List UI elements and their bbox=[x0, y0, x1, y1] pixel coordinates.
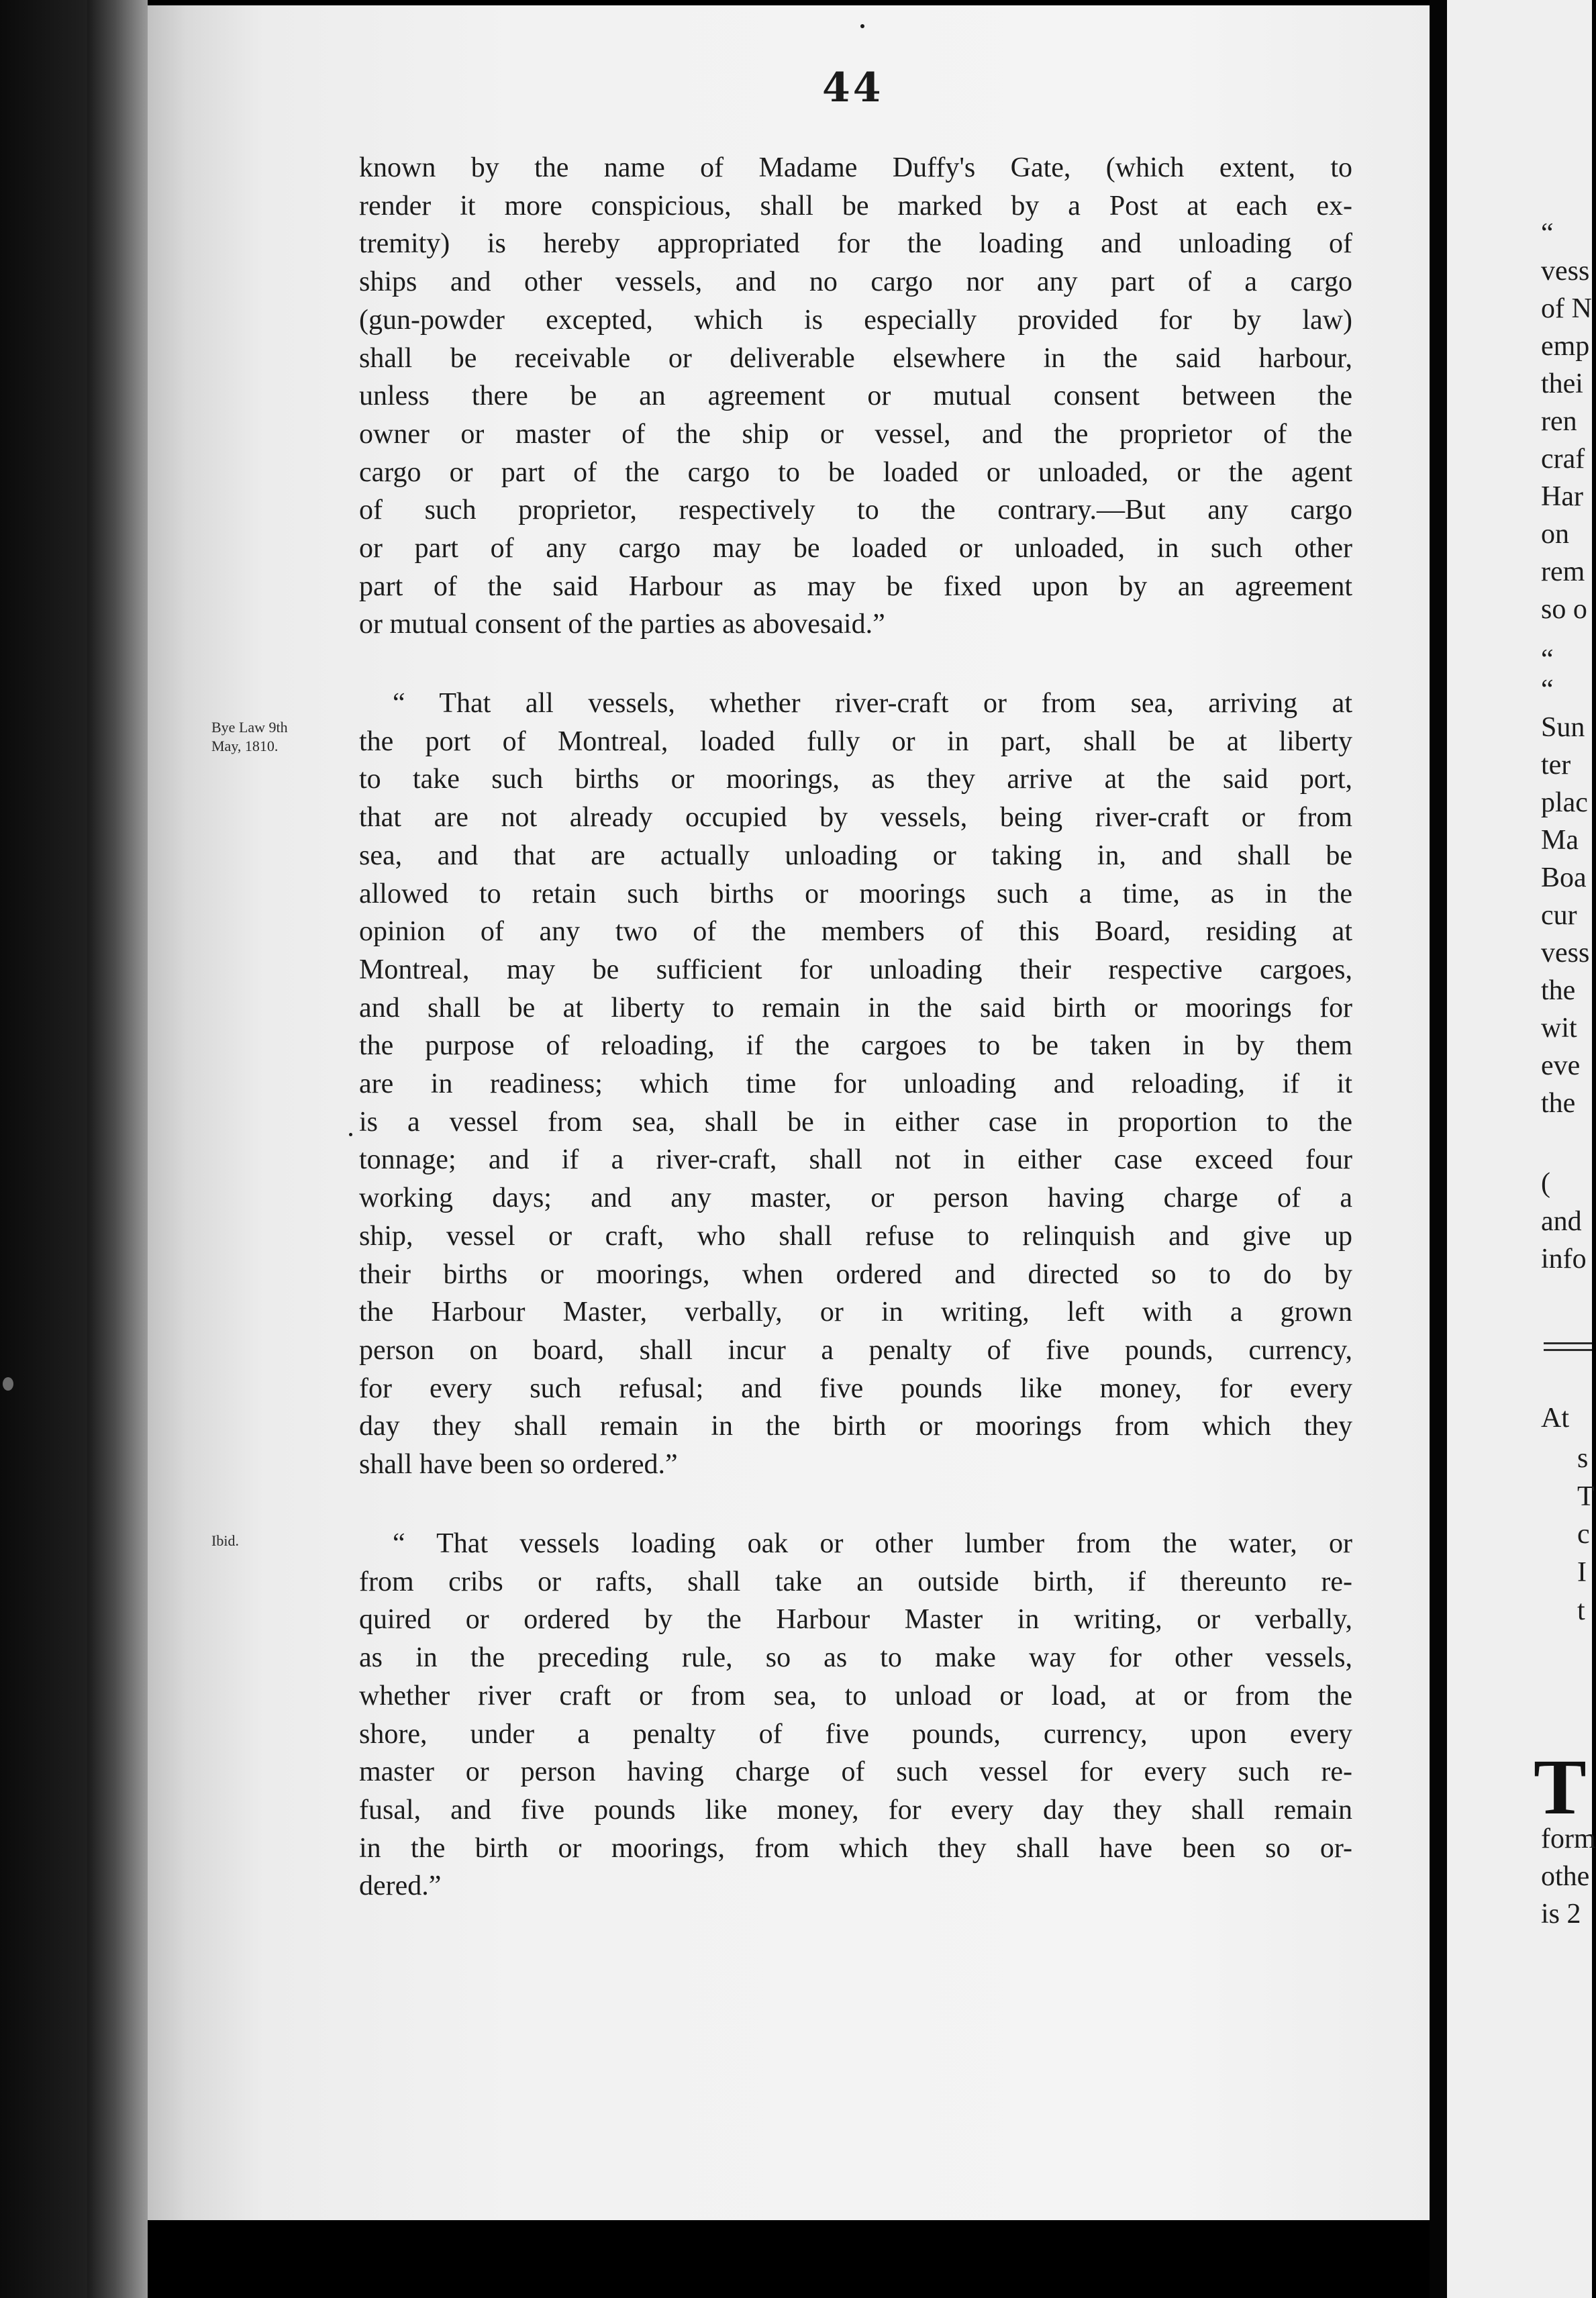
text-line: are in readiness; which time for unloading and reloading, if it bbox=[359, 1068, 1352, 1100]
text-line: ships and other vessels, and no cargo nor any part of a cargo bbox=[359, 266, 1352, 298]
text-line: shall have been so ordered.” bbox=[359, 1449, 678, 1481]
text-line: sea, and that are actually unloading or taking in, and shall be bbox=[359, 840, 1352, 871]
text-line: in the birth or moorings, from which they shall have been so or- bbox=[359, 1832, 1352, 1864]
text-line: day they shall remain in the birth or moorings from which they bbox=[359, 1411, 1352, 1442]
text-line: their births or moorings, when ordered and directed so to do by bbox=[359, 1258, 1352, 1290]
facing-page-fragment: emp bbox=[1541, 331, 1590, 362]
ink-speck bbox=[349, 1133, 352, 1136]
facing-page-fragment: the bbox=[1541, 1088, 1576, 1119]
text-line: unless there be an agreement or mutual consent between the bbox=[359, 381, 1352, 412]
facing-page-fragment: c bbox=[1577, 1519, 1590, 1550]
text-line: and shall be at liberty to remain in the said birth or moorings for bbox=[359, 992, 1352, 1023]
text-line: the purpose of reloading, if the cargoes to be taken in by them bbox=[359, 1030, 1352, 1062]
text-line: or part of any cargo may be loaded or unloaded, in such other bbox=[359, 533, 1352, 564]
text-line: master or person having charge of such vessel for every such re- bbox=[359, 1756, 1352, 1788]
text-line: opinion of any two of the members of this Board, residing at bbox=[359, 916, 1352, 948]
text-line: person on board, shall incur a penalty of five pounds, currency, bbox=[359, 1334, 1352, 1366]
text-line: cargo or part of the cargo to be loaded or unloaded, or the agent bbox=[359, 456, 1352, 488]
text-line: shall be receivable or deliverable elsewhere in the said harbour, bbox=[359, 342, 1352, 374]
facing-page-fragment: Boa bbox=[1541, 862, 1587, 893]
text-line: is a vessel from sea, shall be in either case in proportion to the bbox=[359, 1106, 1352, 1138]
facing-page-fragment: Ma bbox=[1541, 825, 1579, 856]
text-line: Montreal, may be sufficient for unloading their respective cargoes, bbox=[359, 954, 1352, 985]
ink-speck bbox=[860, 24, 864, 28]
binding-shadow bbox=[87, 0, 148, 2298]
text-line: part of the said Harbour as may be fixed upon by an agreement bbox=[359, 570, 1352, 602]
drop-cap: T bbox=[1534, 1743, 1587, 1831]
facing-page-fragment: thei bbox=[1541, 368, 1583, 399]
text-line: tremity) is hereby appropriated for the loading and unloading of bbox=[359, 228, 1352, 260]
text-line: whether river craft or from sea, to unload or load, at or from the bbox=[359, 1680, 1352, 1711]
paragraph-lumber-vessels bbox=[359, 1525, 1352, 1905]
facing-page-fragment: t bbox=[1577, 1595, 1585, 1626]
text-line: “ That vessels loading oak or other lumber from the water, or bbox=[393, 1528, 1352, 1559]
text-line: of such proprietor, respectively to the contrary.—But any cargo bbox=[359, 495, 1352, 526]
facing-page-fragment: cur bbox=[1541, 900, 1577, 931]
text-line: dered.” bbox=[359, 1870, 442, 1902]
facing-page-fragment: wit bbox=[1541, 1013, 1577, 1044]
rule-line bbox=[1544, 1349, 1592, 1351]
edge-artifact bbox=[3, 1377, 13, 1391]
text-line: or mutual consent of the parties as abovesaid.” bbox=[359, 609, 885, 640]
margin-note-line: Ibid. bbox=[211, 1532, 239, 1549]
facing-page-fragment: ren bbox=[1541, 406, 1577, 437]
facing-page-fragment: othe bbox=[1541, 1861, 1590, 1892]
facing-page-fragment: “ bbox=[1541, 644, 1554, 675]
facing-page-fragment: and bbox=[1541, 1206, 1582, 1237]
text-line: the Harbour Master, verbally, or in writing, left with a grown bbox=[359, 1297, 1352, 1328]
page-gutter bbox=[1430, 0, 1447, 2298]
text-line: the port of Montreal, loaded fully or in part, shall be at liberty bbox=[359, 726, 1352, 757]
margin-note-bye-law bbox=[211, 718, 352, 756]
text-line: quired or ordered by the Harbour Master in writing, or verbally, bbox=[359, 1604, 1352, 1636]
text-line: known by the name of Madame Duffy's Gate, (which extent, to bbox=[359, 152, 1352, 183]
text-line: “ That all vessels, whether river-craft or from sea, arriving at bbox=[393, 688, 1352, 719]
facing-page-fragment: info bbox=[1541, 1244, 1587, 1275]
paragraph-harbour-limits bbox=[359, 149, 1352, 644]
facing-page-fragment: form bbox=[1541, 1824, 1596, 1854]
facing-page-fragment: Har bbox=[1541, 481, 1583, 512]
facing-page-fragment: ( bbox=[1541, 1168, 1550, 1199]
facing-page-fragment: eve bbox=[1541, 1050, 1581, 1081]
text-line: working days; and any master, or person having charge of a bbox=[359, 1183, 1352, 1214]
text-line: allowed to retain such births or moorings such a time, as in the bbox=[359, 878, 1352, 909]
text-line: owner or master of the ship or vessel, and the proprietor of the bbox=[359, 418, 1352, 450]
facing-page-fragment: s bbox=[1577, 1443, 1589, 1474]
facing-page-fragment: rem bbox=[1541, 556, 1585, 587]
facing-page-fragment: ter bbox=[1541, 750, 1571, 781]
facing-page-fragment: on bbox=[1541, 519, 1569, 550]
facing-page-fragment: is 2 bbox=[1541, 1899, 1581, 1930]
text-line: shore, under a penalty of five pounds, currency, upon every bbox=[359, 1718, 1352, 1750]
facing-page-fragment: I bbox=[1577, 1557, 1587, 1588]
facing-page-fragment: At bbox=[1541, 1403, 1569, 1434]
text-line: (gun-powder excepted, which is especially provided for by law) bbox=[359, 304, 1352, 336]
facing-page-fragment: vess bbox=[1541, 938, 1590, 968]
text-line: from cribs or rafts, shall take an outside birth, if thereunto re- bbox=[359, 1566, 1352, 1597]
facing-page-fragment: plac bbox=[1541, 787, 1588, 818]
text-line: ship, vessel or craft, who shall refuse to relinquish and give up bbox=[359, 1220, 1352, 1252]
facing-page-fragment: the bbox=[1541, 975, 1576, 1006]
text-line: as in the preceding rule, so as to make way for other vessels, bbox=[359, 1642, 1352, 1674]
facing-page-fragment: T bbox=[1577, 1481, 1595, 1512]
rule-line bbox=[1544, 1342, 1592, 1344]
margin-note-ibid bbox=[211, 1532, 352, 1550]
page-number: 44 bbox=[822, 64, 884, 111]
text-line: for every such refusal; and five pounds like money, for every bbox=[359, 1372, 1352, 1404]
text-line: to take such births or moorings, as they arrive at the said port, bbox=[359, 764, 1352, 795]
margin-note-line: May, 1810. bbox=[211, 738, 279, 754]
paragraph-vessel-births bbox=[359, 685, 1352, 1484]
facing-page-fragment: craf bbox=[1541, 444, 1585, 474]
text-line: that are not already occupied by vessels, being river-craft or from bbox=[359, 802, 1352, 834]
text-line: render it more conspicious, shall be marked by a Post at each ex- bbox=[359, 190, 1352, 221]
facing-page-fragment: vess bbox=[1541, 256, 1590, 287]
text-line: fusal, and five pounds like money, for every day they shall remain bbox=[359, 1794, 1352, 1826]
facing-page-fragment: “ bbox=[1541, 675, 1554, 705]
margin-note-line: Bye Law 9th bbox=[211, 719, 288, 736]
facing-page-fragment: Sun bbox=[1541, 712, 1585, 743]
text-line: tonnage; and if a river-craft, shall not in either case exceed four bbox=[359, 1144, 1352, 1176]
facing-page-fragment: so o bbox=[1541, 594, 1587, 625]
facing-page-fragment: “ bbox=[1541, 218, 1554, 249]
facing-page-fragment: of N bbox=[1541, 293, 1592, 324]
